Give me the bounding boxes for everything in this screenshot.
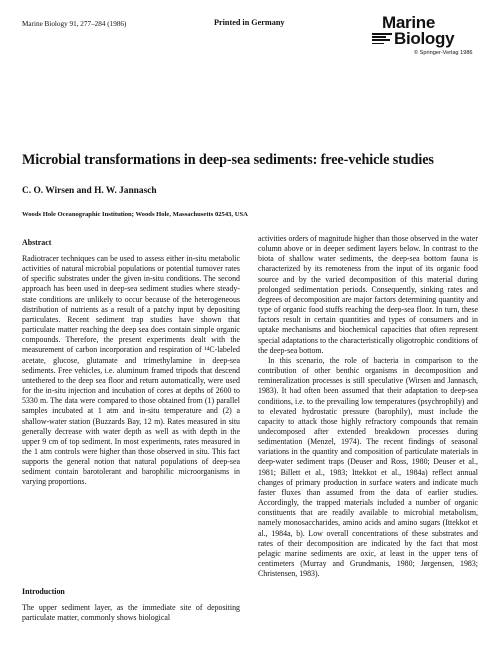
- abstract-text: [22, 254, 240, 488]
- logo-word-marine: Marine: [382, 13, 435, 32]
- introduction-paragraph: The upper sediment layer, as the immediate site of depositing particulate matter, commonly shows biological: [22, 603, 240, 623]
- article-title: Microbial transformations in deep-sea sediments: free-vehicle studies: [22, 152, 434, 168]
- journal-logo: [372, 14, 480, 66]
- logo-word-biology: Biology: [394, 29, 455, 48]
- right-paragraph-2: In this scenario, the role of bacteria in comparison to the contribution of other benthic organisms in decomposition and remineralization processes is still speculative (Wirsen and Jannasch, 1983). It had often been assumed that their adaptation to deep-sea conditions, i.e. to the prevailing low temperatures (psychrophily) and to elevated hydrostatic pressure (barophily), must include the capacity to attack those highly refractory compounds that remain undecomposed after extended breakdown processes during sedimentation (Menzel, 1974). The recent findings of seasonal variations in the quantity and composition of particulate materials in deep-water sediment traps (Deuser and Ross, 1980; Deuser et al., 1981; Billett et al., 1983; Ittekkot et al., 1984a) reflect annual changes of primary production in surface waters and indicate much faster fluxes than assumed from the data of earlier studies. Accordingly, the trapped materials included a number of organic constituents that are readily available to microbial metabolism, namely monosaccharides, amino acids and amino sugars (Ittekkot et al., 1984a, b). Low overall concentrations of these substrates and rates of their decomposition are indicated by the fact that most pelagic marine sediments are oxic, at least in the upper tens of centimeters (Murray and Grundmanis, 1980; Jørgensen, 1983; Christensen, 1983).: [258, 355, 478, 579]
- logo-copyright: © Springer-Verlag 1986: [414, 50, 473, 56]
- introduction-heading: Introduction: [22, 587, 65, 596]
- article-affiliation: Woods Hole Oceanographic Institution; Woods Hole, Massachusetts 02543, USA: [22, 211, 248, 218]
- logo-lines-icon: [372, 33, 392, 46]
- journal-reference: Marine Biology 91, 277–284 (1986): [22, 20, 127, 28]
- abstract-paragraph: Radiotracer techniques can be used to assess either in-situ metabolic activities of natural microbial populations or potential turnover rates of specific substrates under the given in-situ conditions. The second approach has been used in deep-sea sediment studies where steady-state conditions are unlikely to occur because of the heterogeneous distribution of nutrients as a result of a patchy input by depositing particulates. Recent sediment trap studies have shown that particulate matter reaching the deep sea does contain simple organic compounds. Therefore, the present experiments dealt with the measurement of carbon incorporation and respiration of ¹⁴C-labeled acetate, glucose, glutamate and trimethylamine in deep-sea sediments. Free vehicles, i.e. aluminum framed tripods that descend untethered to the deep sea floor and return automatically, were used for the in-situ injection and incubation of cores at depths of 2600 to 5330 m. The data were compared to those obtained from (1) parallel samples incubated at 1 atm and in-situ temperature and (2) a shallow-water station (Buzzards Bay, 12 m). Rates measured in situ generally decrease with water depth as well as with depth in the upper 9 cm of top sediment. In most experiments, rates measured in the 1 atm controls were higher than those observed in situ. This fact supports the general notion that natural populations of deep-sea sediment contain barotolerant and barophilic microorganisms in varying proportions.: [22, 254, 240, 487]
- article-authors: C. O. Wirsen and H. W. Jannasch: [22, 186, 157, 196]
- right-paragraph-1: activities orders of magnitude higher than those observed in the water column above or in deeper sediment layers below. In contrast to the biota of shallow water sediments, the deep-sea bottom fauna is characterized by its remoteness from the input of its organic food source and by the varied decomposition of this material during prolonged sedimentation periods. Consequently, sinking rates and degrees of decomposition are major factors determining quantity and type of organic food stuffs reaching the deep-sea floor. In turn, these factors result in certain quantities and types of consumers and in uptake mechanisms and biochemical capacities that often represent special adaptations to the characteristically oligotrophic conditions of the deep-sea bottom.: [258, 234, 478, 355]
- introduction-text: [22, 603, 240, 623]
- right-column: [258, 234, 478, 579]
- abstract-heading: Abstract: [22, 238, 52, 247]
- printed-in-label: Printed in Germany: [214, 18, 285, 27]
